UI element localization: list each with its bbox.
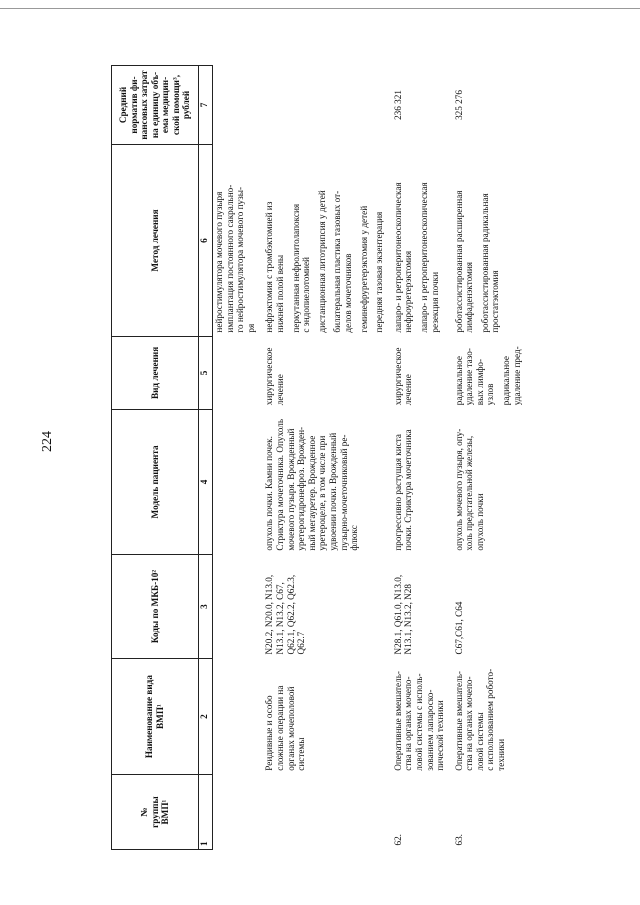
table-row [263, 66, 385, 850]
header-vmp-type [112, 658, 199, 774]
text-line: Вид лечения [149, 346, 160, 399]
column-number: 7 [199, 66, 213, 145]
cell-vmp-name [263, 658, 385, 774]
text-line: C67,C61, C64 [453, 601, 464, 655]
cell-empty [213, 66, 258, 145]
text-line: опухоль мочевого пузыря, опу- [453, 428, 464, 551]
column-number: 3 [199, 555, 213, 659]
text-line: рублей [181, 90, 192, 120]
text-line: Реидивные и особо [264, 695, 275, 771]
text-line: прогрессивно растущая киста [392, 434, 403, 551]
column-number: 2 [199, 658, 213, 774]
text-line: холь предстательной железы, [464, 435, 475, 551]
text-line: системы [296, 737, 307, 771]
text-line: опухоль почки [474, 493, 485, 551]
text-line: Q62.1, Q62.2, Q62.3, [285, 574, 296, 655]
text-line: лапаро- и ретроперитонеоскопическая [418, 182, 429, 333]
cell-group-number: 62. [392, 834, 403, 846]
cell-treatment-method [453, 144, 524, 336]
text-line: зованием лапароско- [424, 689, 435, 771]
text-line: Наименование вида [144, 675, 155, 759]
column-number-row [199, 66, 213, 850]
text-line: уретерогидронефроз. Врожден- [296, 426, 307, 551]
text-line: геминефруретерэктомия у детей [358, 205, 369, 333]
cell-icd-codes [453, 555, 524, 659]
text-line: удвоении почки. Врожденный [327, 432, 338, 551]
text-line: ловой системы с исполь- [413, 673, 424, 771]
text-line: ской помощи³, [170, 75, 181, 135]
text-line: простатэктомия [490, 270, 501, 333]
text-line: роботассистированная расширенная [453, 190, 464, 333]
text-line: Q62.7 [296, 631, 307, 655]
text-line: дистанционная литотрипсия у детей [316, 190, 327, 333]
cell-vmp-name [392, 658, 447, 774]
text-line: Стриктура мочеточника. Опухоль [274, 418, 285, 551]
text-line: Коды по МКБ-10² [149, 569, 160, 644]
text-line: N28.1, Q61.0, N13.0, [392, 574, 403, 655]
cell-patient-model [263, 409, 385, 554]
text-line: с эндопиелотомией [301, 257, 312, 333]
cell-treatment-method [263, 144, 385, 336]
page-number: 224 [40, 431, 55, 452]
column-number: 1 [199, 775, 213, 850]
cell-treatment-type [263, 337, 385, 410]
text-line: сложные операции на [274, 685, 285, 771]
text-line: норматив фи- [128, 76, 139, 134]
text-line: нефроуретерэктомия [403, 250, 414, 333]
table-row [453, 66, 524, 850]
cell-patient-model [392, 409, 447, 554]
header-treatment-method [112, 144, 199, 336]
text-line: ства на органах мочепо- [403, 676, 414, 771]
cell-empty [213, 409, 258, 554]
text-line: лечение [274, 374, 285, 406]
cell-treatment-type [453, 337, 524, 410]
text-line: N13.1, N13.2, C67, [274, 582, 285, 655]
text-line: резекция почки [429, 271, 440, 333]
text-line: нефрэктомия с тромбэктомией из [264, 201, 275, 333]
text-line: Оперативные вмешатель- [453, 671, 464, 771]
cell-icd-codes [392, 555, 447, 659]
cell-empty [213, 555, 258, 659]
text-line: Средний [117, 86, 128, 124]
table-body [213, 66, 524, 850]
text-line: имплантация постоянного сакрально- [224, 184, 235, 333]
text-line: билатеральная пластика тазовых от- [332, 190, 343, 333]
text-line: мочевого пузыря. Врожденный [285, 428, 296, 551]
text-line: го нейростимулятора мочевого пузы- [235, 186, 246, 333]
header-icd-codes [112, 555, 199, 659]
header-group-number [112, 775, 199, 850]
text-line: хирургическое [264, 347, 275, 406]
text-line: N20.2, N20.0, N13.0, [264, 574, 275, 655]
text-line: органах мочеполовой [285, 686, 296, 771]
text-line: нансовых затрат [139, 70, 150, 140]
cell-treatment-method [392, 144, 447, 336]
cell-vmp-name [453, 658, 524, 774]
text-line: перкутанная нефролитолапоксия [290, 203, 301, 333]
text-line: лимфаденэктомия [464, 261, 475, 333]
text-line: ный мегауретер. Врожденное [306, 435, 317, 551]
text-line: уретероцеле, в том числе при [317, 435, 328, 551]
column-number: 6 [199, 144, 213, 336]
text-line: удаление тазо- [464, 348, 475, 406]
text-line: на единицу объ- [149, 71, 160, 139]
text-line: нейростимулятора мочевого пузыря [214, 191, 224, 333]
cell-method [213, 144, 258, 336]
continuation-row [213, 66, 258, 850]
cell-empty [213, 658, 258, 774]
header-cost-norm [112, 66, 199, 145]
text-line: вых лимфо- [474, 358, 485, 406]
text-line: ВМП¹ [160, 799, 171, 825]
text-line: нижней полой вены [274, 254, 285, 333]
text-line: делов мочеточников [342, 253, 353, 333]
text-line: ря [245, 323, 256, 333]
column-number: 5 [199, 337, 213, 410]
text-line: почки. Стриктура мочеточника [403, 429, 414, 551]
text-line: группы [149, 796, 160, 828]
cell-group-number: 63. [453, 834, 464, 846]
text-line: узлов [485, 383, 496, 406]
text-line: опухоль почки. Камни почек. [264, 436, 275, 551]
table-row [392, 66, 447, 850]
treatment-table [111, 65, 523, 850]
cell-empty [213, 337, 258, 410]
text-line: пической техники [435, 700, 446, 771]
text-line: № [139, 807, 150, 817]
top-rule [0, 8, 640, 9]
header-patient-model [112, 409, 199, 554]
text-line: удаление пред- [511, 346, 522, 406]
text-line: техники [496, 738, 507, 771]
cell-icd-codes [263, 555, 385, 659]
text-line: ВМП¹ [155, 704, 165, 729]
text-line: радикальное [501, 356, 512, 406]
text-line: с использованием робото- [485, 668, 496, 771]
text-line: ловой системы [474, 712, 485, 771]
text-line: роботассистированная радикальная [479, 193, 490, 333]
cell-cost [263, 66, 385, 145]
rotated-table-container [111, 65, 616, 850]
cell-empty [213, 775, 258, 850]
text-line: Метод лечения [149, 209, 160, 272]
cell-cost: 325 276 [453, 90, 464, 120]
header-row [112, 66, 199, 850]
text-line: лечение [403, 374, 414, 406]
column-number: 4 [199, 409, 213, 554]
text-line: N13.1, N13.2, N28 [403, 584, 414, 655]
cell-cost: 236 321 [392, 90, 403, 120]
cell-patient-model [453, 409, 524, 554]
text-line: Модель пациента [149, 445, 160, 519]
text-line: ема медицин- [160, 76, 171, 134]
text-line: передняя тазовая экзентерация [374, 211, 385, 333]
cell-treatment-type [392, 337, 447, 410]
text-line: ства на органах мочепо- [464, 676, 475, 771]
text-line: лапаро- и ретроперитонеоскопическая [392, 182, 403, 333]
text-line: Оперативные вмешатель- [392, 671, 403, 771]
text-line: пузырно-мочеточниковый ре- [338, 434, 349, 551]
text-line: хирургическое [392, 347, 403, 406]
text-line: радикальное [453, 356, 464, 406]
header-treatment-type [112, 337, 199, 410]
cell-group-number [263, 775, 385, 850]
text-line: флюкс [349, 525, 360, 551]
